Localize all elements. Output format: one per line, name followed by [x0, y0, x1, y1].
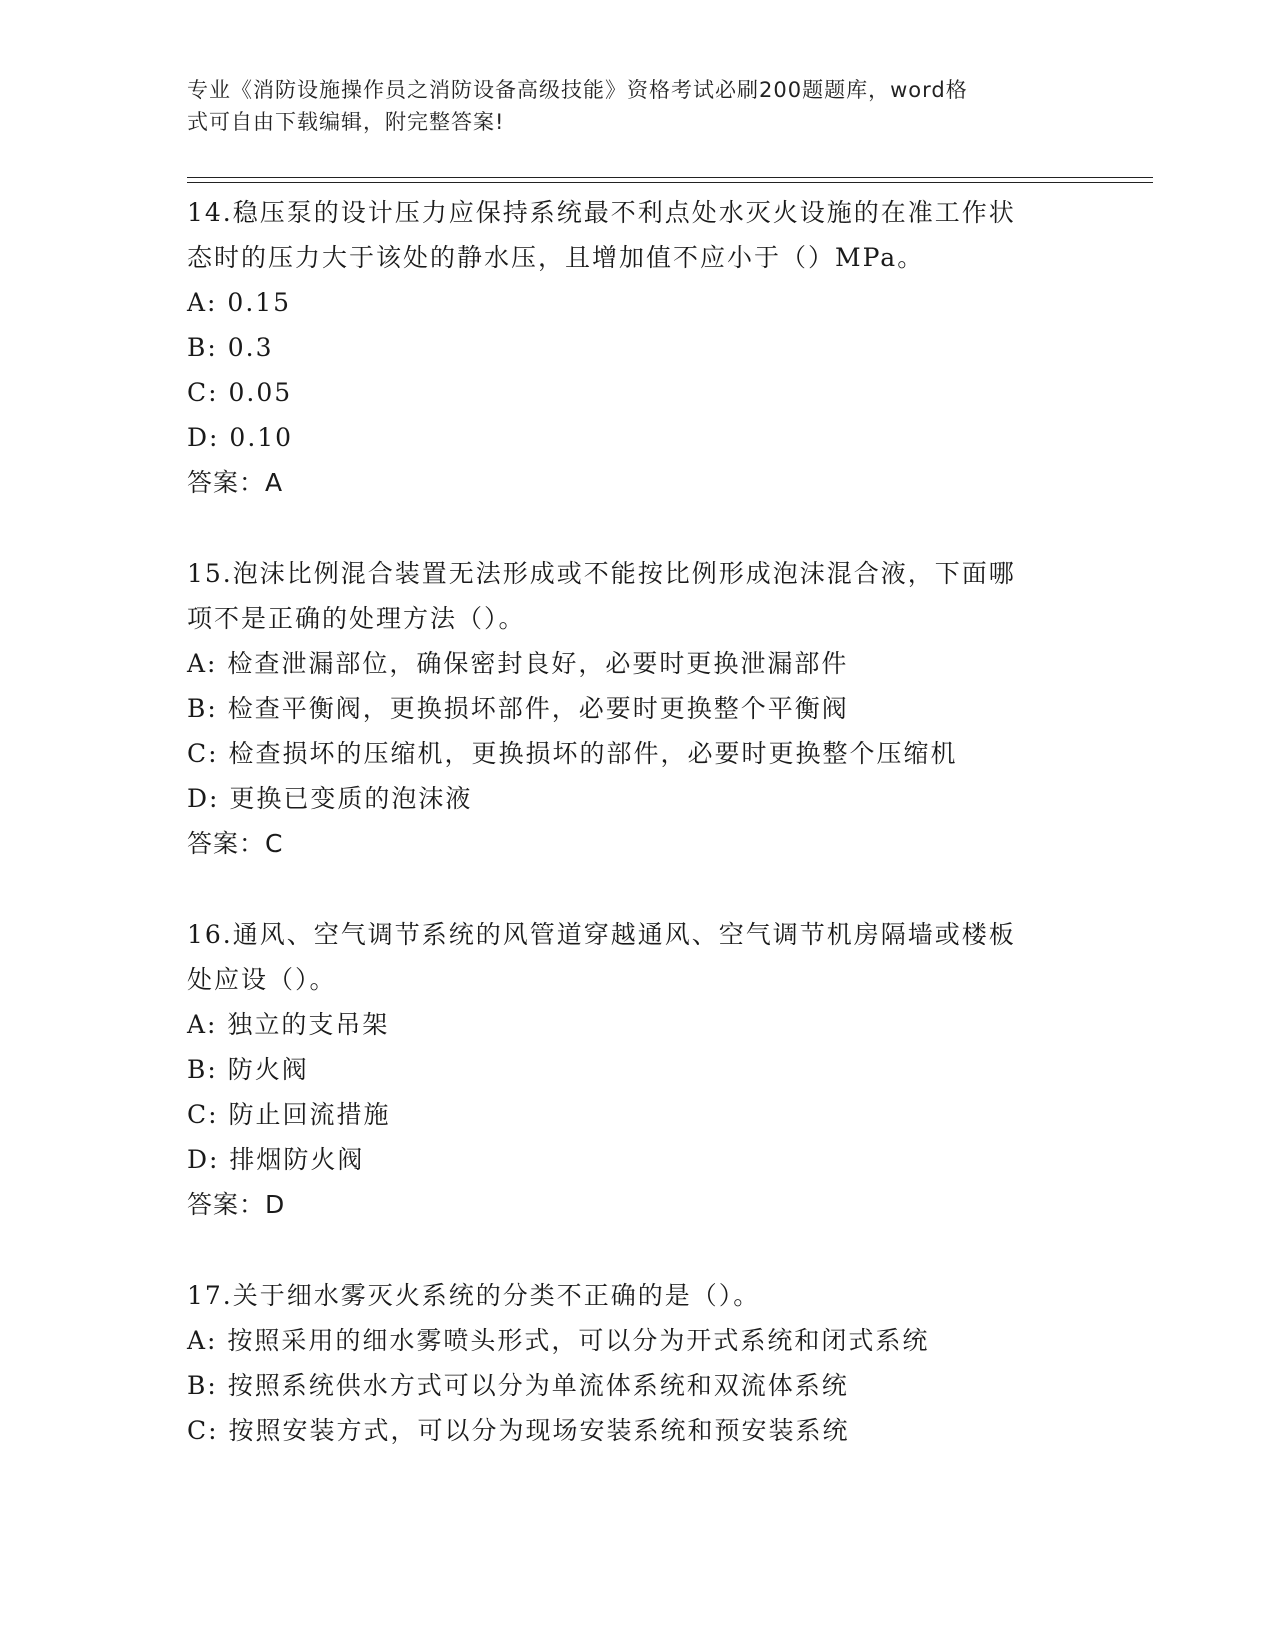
- question-14: [187, 190, 1087, 505]
- header-line-1: 专业《消防设施操作员之消防设备高级技能》资格考试必刷200题题库，word格: [187, 78, 968, 102]
- header-divider-bottom: [187, 182, 1153, 183]
- question-stem: 项不是正确的处理方法（）。: [187, 604, 526, 633]
- question-17: [187, 1273, 1087, 1453]
- question-spacer: [187, 505, 1087, 551]
- option-d: D: 更换已变质的泡沫液: [187, 784, 473, 813]
- question-stem: 15.泡沫比例混合装置无法形成或不能按比例形成泡沫混合液，下面哪: [187, 559, 1016, 588]
- option-a: A: 检查泄漏部位，确保密封良好，必要时更换泄漏部件: [187, 649, 849, 678]
- option-a: A: 独立的支吊架: [187, 1010, 390, 1039]
- answer-label: 答案：A: [187, 468, 284, 497]
- option-a: A: 按照采用的细水雾喷头形式，可以分为开式系统和闭式系统: [187, 1326, 930, 1355]
- option-c: C: 防止回流措施: [187, 1100, 391, 1129]
- answer-label: 答案：C: [187, 829, 284, 858]
- option-a: A: 0.15: [187, 288, 292, 317]
- option-c: C: 检查损坏的压缩机，更换损坏的部件，必要时更换整个压缩机: [187, 739, 958, 768]
- question-stem: 处应设（）。: [187, 965, 337, 994]
- question-spacer: [187, 1227, 1087, 1273]
- question-stem: 16.通风、空气调节系统的风管道穿越通风、空气调节机房隔墙或楼板: [187, 920, 1016, 949]
- header-divider-top: [187, 177, 1153, 178]
- document-header: [187, 74, 1067, 138]
- question-spacer: [187, 866, 1087, 912]
- question-list: [187, 190, 1087, 1453]
- header-line-2: 式可自由下载编辑，附完整答案!: [187, 110, 505, 134]
- question-stem: 14.稳压泵的设计压力应保持系统最不利点处水灭火设施的在准工作状: [187, 198, 1016, 227]
- option-b: B: 防火阀: [187, 1055, 309, 1084]
- answer-label: 答案：D: [187, 1190, 286, 1219]
- option-b: B: 按照系统供水方式可以分为单流体系统和双流体系统: [187, 1371, 849, 1400]
- option-b: B: 检查平衡阀，更换损坏部件，必要时更换整个平衡阀: [187, 694, 849, 723]
- option-c: C: 按照安装方式，可以分为现场安装系统和预安装系统: [187, 1416, 850, 1445]
- question-15: [187, 551, 1087, 866]
- option-b: B: 0.3: [187, 333, 274, 362]
- option-d: D: 排烟防火阀: [187, 1145, 365, 1174]
- question-stem: 态时的压力大于该处的静水压，且增加值不应小于（）MPa。: [187, 243, 925, 272]
- option-d: D: 0.10: [187, 423, 294, 452]
- option-c: C: 0.05: [187, 378, 293, 407]
- question-stem: 17.关于细水雾灭火系统的分类不正确的是（）。: [187, 1281, 761, 1310]
- question-16: [187, 912, 1087, 1227]
